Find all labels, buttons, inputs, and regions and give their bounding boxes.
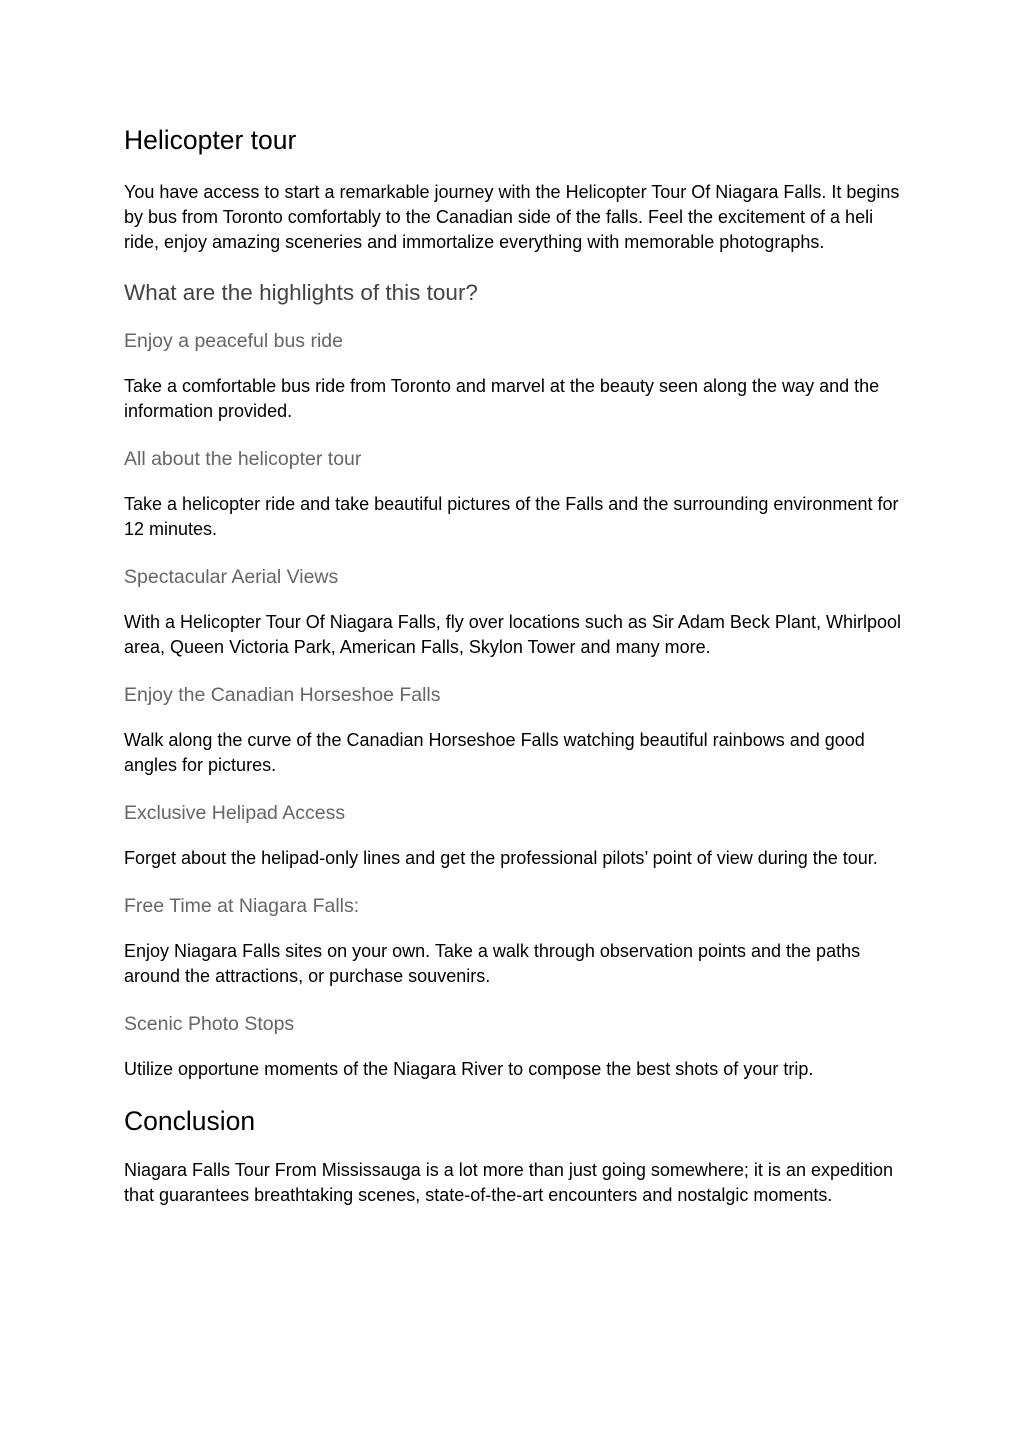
section-heading: Enjoy the Canadian Horseshoe Falls [124,684,441,706]
section-aerial-views [124,565,902,660]
section-body: Utilize opportune moments of the Niagara River to compose the best shots of your trip. [124,1059,814,1079]
section-body: Enjoy Niagara Falls sites on your own. Take a walk through observation points and the paths around the attractions, or purchase souvenirs. [124,941,861,986]
section-heading: Exclusive Helipad Access [124,802,346,824]
page-title: Helicopter tour [124,125,297,155]
conclusion-paragraph: Niagara Falls Tour From Mississauga is a lot more than just going somewhere; it is an expedition that guarantees breathtaking scenes, state-of-the-art encounters and nostalgic moments. [124,1160,894,1205]
section-body: Walk along the curve of the Canadian Horseshoe Falls watching beautiful rainbows and good angles for pictures. [124,730,865,775]
section-body: Forget about the helipad-only lines and get the professional pilots’ point of view during the tour. [124,848,878,868]
section-horseshoe-falls [124,683,902,778]
section-helipad-access [124,801,902,871]
section-heading: Free Time at Niagara Falls: [124,895,360,917]
section-heading: Enjoy a peaceful bus ride [124,330,343,352]
section-photo-stops [124,1012,902,1082]
conclusion-heading: Conclusion [124,1106,256,1136]
section-heading: All about the helicopter tour [124,448,362,470]
section-heading: Scenic Photo Stops [124,1013,295,1035]
section-free-time [124,894,902,989]
section-bus-ride [124,329,902,424]
section-body: Take a helicopter ride and take beautiful pictures of the Falls and the surrounding environment for 12 minutes. [124,494,899,539]
section-body: With a Helicopter Tour Of Niagara Falls, fly over locations such as Sir Adam Beck Plant, Whirlpool area, Queen Victoria Park, American Falls, Skylon Tower and many more. [124,612,901,657]
highlights-heading: What are the highlights of this tour? [124,280,478,305]
intro-paragraph: You have access to start a remarkable journey with the Helicopter Tour Of Niagara Falls. It begins by bus from Toronto comfortably to the Canadian side of the falls. Feel the excitement of a heli ride, enjoy amazing sceneries and immortalize everything with memorable photographs. [124,182,900,252]
section-heading: Spectacular Aerial Views [124,566,339,588]
section-helicopter-tour [124,447,902,542]
section-body: Take a comfortable bus ride from Toronto and marvel at the beauty seen along the way and the information provided. [124,376,880,421]
